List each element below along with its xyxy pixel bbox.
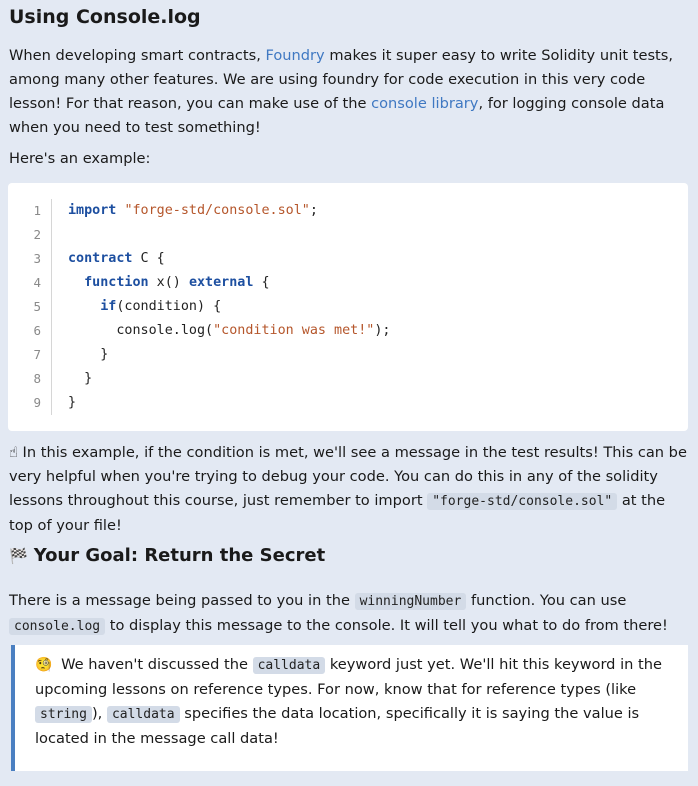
goal-paragraph xyxy=(9,589,690,639)
line-number: 4 xyxy=(8,271,52,295)
example-label: Here's an example: xyxy=(9,150,151,167)
line-number: 8 xyxy=(8,367,52,391)
inline-code: console.log xyxy=(9,618,105,635)
code-keyword: if xyxy=(100,299,117,314)
line-number: 2 xyxy=(8,223,52,247)
code-string: "condition was met!" xyxy=(213,323,375,338)
code-text xyxy=(52,271,270,295)
checkered-flag-icon: 🏁 xyxy=(9,547,28,565)
line-number: 5 xyxy=(8,295,52,319)
intro-text-3: , for logging console data when you need to test something! xyxy=(9,95,665,136)
tip-text-1: In this example, if the condition is met, we'll see a message in the test results! This can be very helpful when you're trying to debug your code. You can do this in any of the solidity lessons throughout this course, just remember to import xyxy=(9,444,687,509)
code-keyword: import xyxy=(68,203,117,218)
note-text-3: ), xyxy=(91,705,107,722)
monocle-face-icon: 🧐 xyxy=(35,657,53,673)
goal-text-1: There is a message being passed to you in the xyxy=(9,592,355,609)
code-text: } xyxy=(68,395,77,410)
code-rest: x() xyxy=(148,275,189,290)
line-number: 9 xyxy=(8,391,52,415)
note-text-2: keyword just yet. We'll hit this keyword in the upcoming lessons on reference types. For now, know that for reference types (like xyxy=(35,656,662,698)
tip-text-2: at the top of your file! xyxy=(9,492,666,534)
code-line xyxy=(8,343,688,367)
code-text xyxy=(52,223,68,247)
inline-code: calldata xyxy=(107,706,180,723)
tip-paragraph xyxy=(9,441,690,537)
code-keyword: contract xyxy=(68,251,133,266)
goal-title: Your Goal: Return the Secret xyxy=(33,545,326,566)
intro-text-2: makes it super easy to write Solidity unit tests, among many other features. We are using foundry for code execution in this very code lesson! For that reason, you can make use of the xyxy=(9,47,674,112)
code-line xyxy=(8,367,688,391)
code-line xyxy=(8,391,688,415)
code-string: "forge-std/console.sol" xyxy=(124,203,310,218)
code-line xyxy=(8,247,688,271)
code-line xyxy=(8,223,688,247)
code-text xyxy=(52,295,221,319)
inline-code: string xyxy=(35,706,92,723)
code-rest: C { xyxy=(132,251,165,266)
inline-code: calldata xyxy=(253,657,326,674)
code-punct: { xyxy=(253,275,270,290)
code-text xyxy=(52,319,391,343)
foundry-link[interactable]: Foundry xyxy=(265,47,325,64)
console-library-link[interactable]: console library xyxy=(371,95,479,112)
code-punct: ); xyxy=(374,323,391,338)
intro-text-1: When developing smart contracts, xyxy=(9,47,266,64)
code-keyword: function xyxy=(84,275,149,290)
code-indent xyxy=(68,275,84,290)
page-title: Using Console.log xyxy=(9,6,201,28)
code-indent xyxy=(68,323,116,338)
inline-code: "forge-std/console.sol" xyxy=(427,493,617,510)
code-text xyxy=(52,247,165,271)
line-number: 3 xyxy=(8,247,52,271)
note-text-1: We haven't discussed the xyxy=(56,656,253,673)
code-rest: (condition) { xyxy=(116,299,222,314)
code-text: } xyxy=(68,371,93,386)
code-punct: ; xyxy=(309,203,318,218)
note-paragraph xyxy=(35,653,676,751)
code-block[interactable] xyxy=(8,183,688,431)
code-line xyxy=(8,271,688,295)
pointing-up-icon: ☝ xyxy=(9,444,18,461)
line-number: 1 xyxy=(8,199,52,223)
inline-code: winningNumber xyxy=(355,593,467,610)
code-rest: console.log( xyxy=(116,323,214,338)
code-line xyxy=(8,199,688,223)
code-indent xyxy=(68,299,100,314)
code-line xyxy=(8,295,688,319)
intro-paragraph xyxy=(9,38,690,143)
code-keyword: external xyxy=(188,275,254,290)
code-line xyxy=(8,319,688,343)
line-number: 7 xyxy=(8,343,52,367)
note-text-4: specifies the data location, specifically it is saying the value is located in the message call data! xyxy=(35,705,640,747)
goal-heading xyxy=(9,537,690,585)
goal-text-2: function. You can use xyxy=(466,592,627,609)
note-callout xyxy=(11,645,688,771)
code-text xyxy=(52,199,318,223)
line-number: 6 xyxy=(8,319,52,343)
code-text: } xyxy=(68,347,109,362)
goal-text-3: to display this message to the console. It will tell you what to do from there! xyxy=(105,617,668,634)
